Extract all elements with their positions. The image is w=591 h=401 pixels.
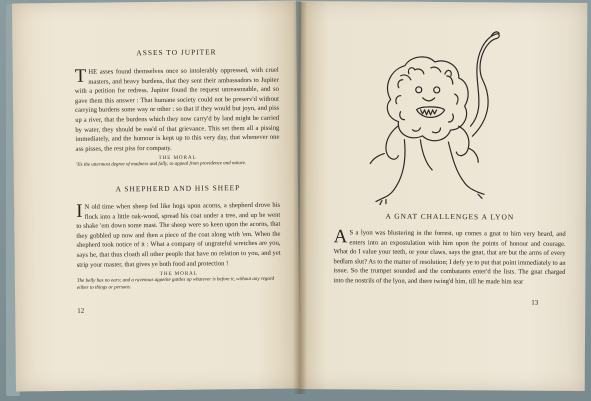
moral-text: 'Tis the uttermost degree of madness and folly, to appeal from providence and nature. (75, 161, 247, 169)
drop-cap: I (76, 200, 83, 222)
open-book (14, 2, 586, 394)
fable-text: A S a lyon was blustering in the forrest, up comes a gnat to him very heard, and enters into an expostulation with him upon the points of honour and courage. What do I value your teeth, or your claws, says the gnat, that are but the arms of every bedlam slut? As to the matter of resolution; I defy ye to put that point immediately to an issue. So the trumpet sounded and the combatants enter'd the lists. The gnat charged into the nostrils of the lyon, and there twing'd him, till he made him tear (333, 226, 566, 286)
book-gutter (293, 2, 307, 394)
fable-title: A SHEPHERD AND HIS SHEEP (115, 183, 241, 194)
left-page (12, 1, 300, 392)
lion-illustration (360, 29, 501, 208)
fable-title: A GNAT CHALLENGES A LYON (385, 211, 515, 222)
page-number: 12 (77, 306, 85, 315)
fable-title: ASSES TO JUPITER (136, 47, 217, 58)
fable-asses-to-jupiter (74, 47, 279, 170)
page-number: 13 (531, 298, 539, 307)
moral-text: The belly has no ears; and a ravenous appetite guttles up whatever is before it, without any regard either to things or persons. (76, 276, 275, 292)
moral-heading: THE MORAL (158, 155, 197, 162)
drop-cap: A (333, 226, 348, 248)
fable-shepherd-and-sheep (76, 183, 281, 293)
right-page (299, 1, 588, 391)
fable-text: THE asses found themselves once so intolerably oppressed, with cruel masters, and heavy burdens, that they sent their ambassadors to Jupiter with a petition for redress. Jupiter found the request unreasonable, and so gave them this answer : That humane society could not be preserv'd without carrying burdens some way or other : so that if they would but joyn, and piss up a river, that the burdens which they now carry'd by land might be carried by water, they should be eas'd of that grievance. This set them all a pissing immediately, and the humour is kept up to this very day, that whenever one ass pisses, the rest piss for company. (74, 65, 280, 153)
moral-heading: THE MORAL (159, 271, 198, 278)
fable-text: I N old time when sheep fed like hogs upon acorns, a shepherd drove his flock into a little oak-wood, spread his coat under a tree, and up he went to shake 'em down some mast. The sheep were so keen upon the acorns, that they gobbled up now and then a piece of the coat along with 'em. When the shepherd took notice of it : What a company of ungrateful wretches are you, says he, that thus cloath all other people that have no relation to you, and yet strip your master, that gives ye both food and protection ! (76, 200, 281, 269)
drop-cap: T (74, 65, 87, 87)
fable-gnat-challenges-lyon (333, 211, 566, 287)
